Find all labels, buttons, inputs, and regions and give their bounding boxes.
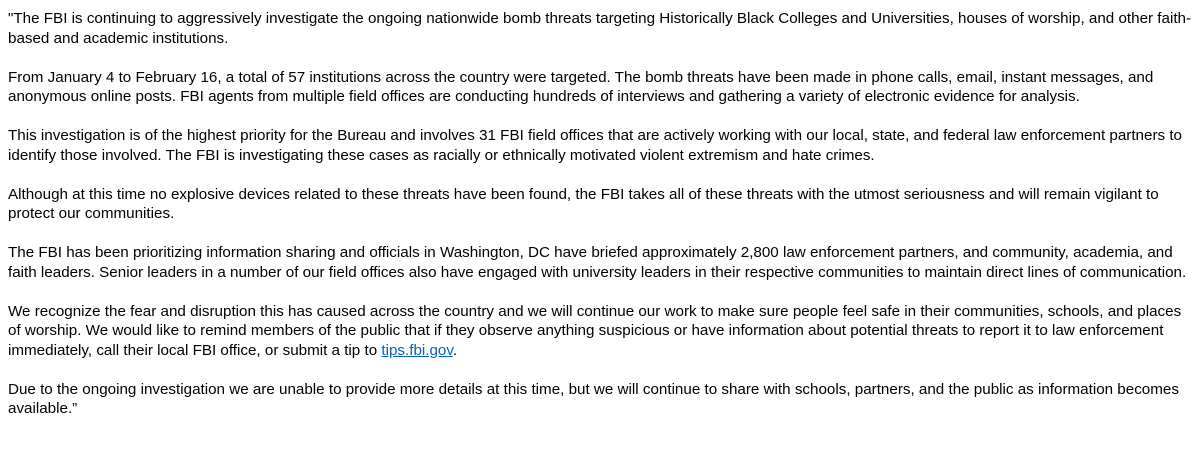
paragraph-information-sharing: The FBI has been prioritizing information sharing and officials in Washington, DC have briefed approximately 2,800 law enforcement partners, and community, academia, and faith leaders. Senior leaders in a number of our field offices also have engaged with university leaders in their respective communities to maintain direct lines of communication.: [8, 244, 1187, 281]
report-tips-period: .: [452, 341, 458, 359]
paragraph-closing: Due to the ongoing investigation we are unable to provide more details at this time, but we will continue to share with schools, partners, and the public as information becomes available.”: [8, 380, 1179, 417]
paragraph-vigilance: Although at this time no explosive devices related to these threats have been found, the FBI takes all of these threats with the utmost seriousness and will remain vigilant to protect our communities.: [8, 185, 1159, 222]
paragraph-priority: This investigation is of the highest priority for the Bureau and involves 31 FBI field offices that are actively working with our local, state, and federal law enforcement partners to identify those involved. The FBI is investigating these cases as racially or ethnically motivated violent extremism and hate crimes.: [8, 127, 1182, 164]
paragraph-report-tips: [8, 302, 1194, 361]
report-tips-text: We recognize the fear and disruption this has caused across the country and we will continue our work to make sure people feel safe in their communities, schools, and places of worship. We would like to remind members of the public that if they observe anything suspicious or have information about potential threats to report it to law enforcement immediately, call their local FBI office, or submit a tip to: [8, 302, 1182, 359]
paragraph-targets: From January 4 to February 16, a total of 57 institutions across the country were targeted. The bomb threats have been made in phone calls, email, instant messages, and anonymous online posts. FBI agents from multiple field offices are conducting hundreds of interviews and gathering a variety of electronic evidence for analysis.: [8, 68, 1154, 105]
statement-document: [8, 9, 1194, 419]
tips-fbi-gov-link[interactable]: tips.fbi.gov: [381, 341, 453, 359]
paragraph-opening: "The FBI is continuing to aggressively investigate the ongoing nationwide bomb threats targeting Historically Black Colleges and Universities, houses of worship, and other faith-based and academic institutions.: [8, 10, 1192, 47]
